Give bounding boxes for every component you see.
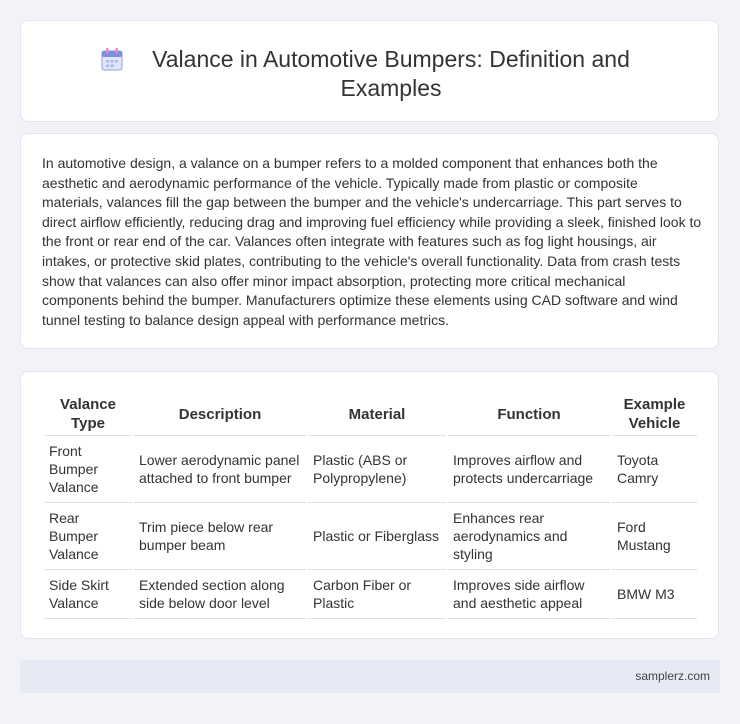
description-card (20, 133, 719, 349)
table-cell: Toyota Camry (612, 436, 697, 503)
table-row (44, 436, 697, 503)
table-cell: Plastic or Fiberglass (308, 503, 446, 570)
valance-table (42, 392, 699, 619)
table-cell: Enhances rear aerodynamics and styling (448, 503, 610, 570)
calendar-icon (101, 47, 123, 71)
table-cell: Improves airflow and protects undercarriage (448, 436, 610, 503)
table-cell: BMW M3 (612, 570, 697, 619)
table-cell: Ford Mustang (612, 503, 697, 570)
table-cell: Improves side airflow and aesthetic appeal (448, 570, 610, 619)
column-header: Function (448, 392, 610, 436)
table-cell: Side Skirt Valance (44, 570, 132, 619)
footer (20, 660, 720, 693)
table-header-row (44, 392, 697, 436)
table-cell: Plastic (ABS or Polypropylene) (308, 436, 446, 503)
table-cell: Trim piece below rear bumper beam (134, 503, 306, 570)
table-cell: Lower aerodynamic panel attached to front bumper (134, 436, 306, 503)
footer-site-link[interactable]: samplerz.com (635, 669, 710, 683)
column-header: Material (308, 392, 446, 436)
description-text: In automotive design, a valance on a bumper refers to a molded component that enhances both the aesthetic and aerodynamic performance of the vehicle. Typically made from plastic or composite materials, valances fill the gap between the bumper and the vehicle's undercarriage. This part serves to direct airflow efficiently, reducing drag and improving fuel efficiency while providing a sleek, finished look to the front or rear end of the car. Valances often integrate with features such as fog light housings, air intakes, or protective skid plates, contributing to the vehicle's overall functionality. Data from crash tests show that valances can also offer minor impact absorption, protecting more critical mechanical components behind the bumper. Manufacturers optimize these elements using CAD software and wind tunnel testing to balance design appeal with performance metrics. (42, 155, 702, 328)
column-header: Example Vehicle (612, 392, 697, 436)
table-cell: Extended section along side below door level (134, 570, 306, 619)
column-header: Valance Type (44, 392, 132, 436)
table-cell: Front Bumper Valance (44, 436, 132, 503)
table-row (44, 570, 697, 619)
table-card (20, 371, 719, 639)
column-header: Description (134, 392, 306, 436)
table-cell: Rear Bumper Valance (44, 503, 132, 570)
title-card (20, 20, 719, 122)
table-cell: Carbon Fiber or Plastic (308, 570, 446, 619)
page-title: Valance in Automotive Bumpers: Definition and Examples (152, 46, 630, 101)
table-row (44, 503, 697, 570)
